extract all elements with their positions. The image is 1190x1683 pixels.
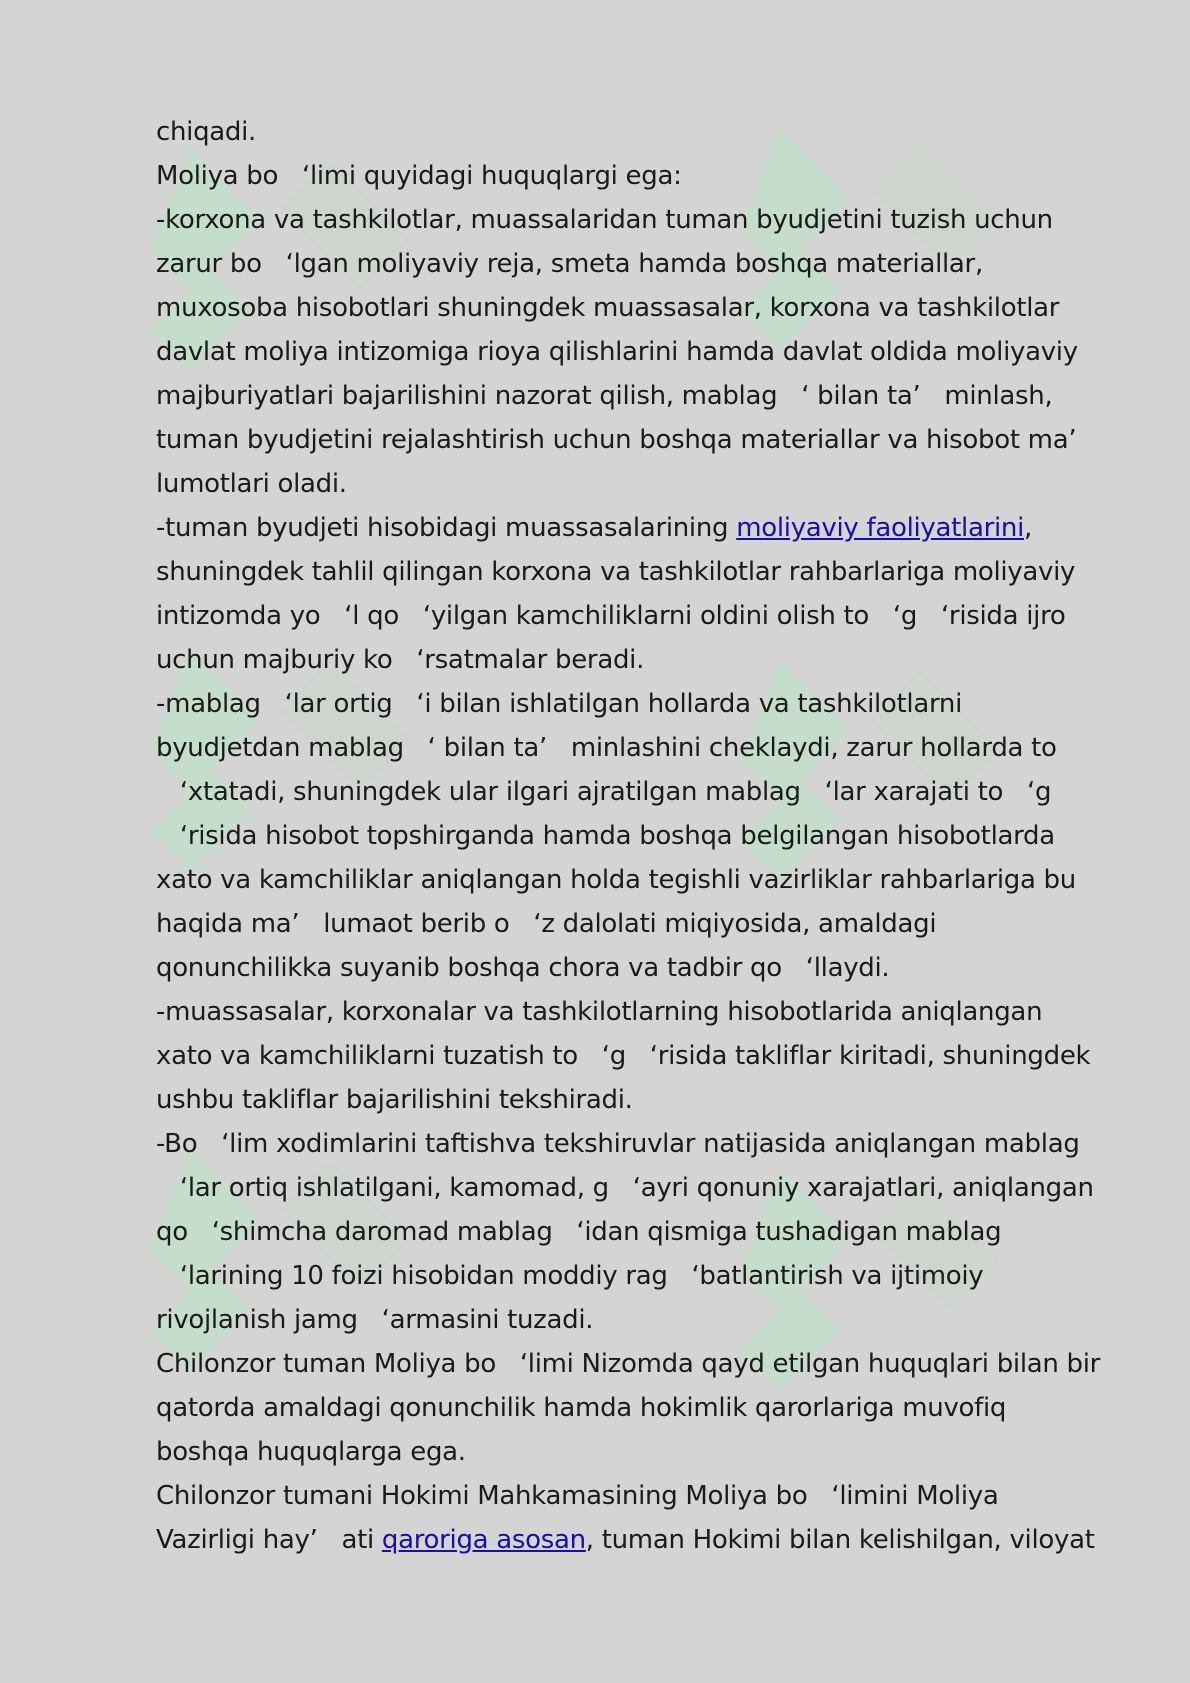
text-line: byudjetdan mablag ‘ bilan ta’ minlashini cheklaydi, zarur hollarda to [156,733,1057,763]
text-line: tuman byudjetini rejalashtirish uchun boshqa materiallar va hisobot ma’ [156,425,1077,455]
text-line: ‘risida hisobot topshirganda hamda boshqa belgilangan hisobotlarda [156,821,1055,851]
text-line: zarur bo ‘lgan moliyaviy reja, smeta hamda boshqa materiallar, [156,249,983,279]
text-line: ushbu takliflar bajarilishini tekshiradi. [156,1085,633,1115]
text-line: shuningdek tahlil qilingan korxona va tashkilotlar rahbarlariga moliyaviy [156,557,1076,587]
text-segment: , tuman Hokimi bilan kelishilgan, viloyat [585,1525,1095,1555]
text-line: ‘lar ortiq ishlatilgani, kamomad, g ‘ayri qonuniy xarajatlari, aniqlangan [156,1173,1094,1203]
document-body [156,110,1106,1562]
text-line: qatorda amaldagi qonunchilik hamda hokimlik qarorlariga muvofiq [156,1393,1007,1423]
link-qaroriga-asosan[interactable]: qaroriga asosan [381,1525,586,1555]
text-line: intizomda yo ‘l qo ‘yilgan kamchiliklarni oldini olish to ‘g ‘risida ijro [156,601,1066,631]
text-line: xato va kamchiliklar aniqlangan holda tegishli vazirliklar rahbarlariga bu [156,865,1076,895]
text-line: haqida ma’ lumaot berib o ‘z dalolati miqiyosida, amaldagi [156,909,937,939]
text-line: qo ‘shimcha daromad mablag ‘idan qismiga tushadigan mablag [156,1217,1002,1247]
text-segment: Vazirligi hay’ ati [156,1525,382,1555]
text-line: uchun majburiy ko ‘rsatmalar beradi. [156,645,645,675]
text-line: boshqa huquqlarga ega. [156,1437,466,1467]
text-line: -Bo ‘lim xodimlarini taftishva tekshiruvlar natijasida aniqlangan mablag [156,1129,1080,1159]
link-moliyaviy-faoliyatlarini[interactable]: moliyaviy faoliyatlarini [736,513,1025,543]
text-segment: -tuman byudjeti hisobidagi muassasalarining [156,513,737,543]
text-line: xato va kamchiliklarni tuzatish to ‘g ‘risida takliflar kiritadi, shuningdek [156,1041,1091,1071]
text-line: -mablag ‘lar ortig ‘i bilan ishlatilgan hollarda va tashkilotlarni [156,689,963,719]
text-line: davlat moliya intizomiga rioya qilishlarini hamda davlat oldida moliyaviy [156,337,1078,367]
text-line: Chilonzor tuman Moliya bo ‘limi Nizomda qayd etilgan huquqlari bilan bir [156,1349,1101,1379]
text-segment: , [1024,513,1032,543]
text-line: ‘larining 10 foizi hisobidan moddiy rag ‘batlantirish va ijtimoiy [156,1261,984,1291]
text-line: chiqadi. [156,117,257,147]
text-line: rivojlanish jamg ‘armasini tuzadi. [156,1305,594,1335]
text-line: ‘xtatadi, shuningdek ular ilgari ajratilgan mablag ‘lar xarajati to ‘g [156,777,1052,807]
text-line: lumotlari oladi. [156,469,347,499]
text-line: majburiyatlari bajarilishini nazorat qilish, mablag ‘ bilan ta’ minlash, [156,381,1053,411]
text-line: -korxona va tashkilotlar, muassalaridan tuman byudjetini tuzish uchun [156,205,1053,235]
text-line-with-link [156,506,1106,550]
text-line: muxosoba hisobotlari shuningdek muassasalar, korxona va tashkilotlar [156,293,1060,323]
text-line: Moliya bo ‘limi quyidagi huquqlargi ega: [156,161,682,191]
text-line: Chilonzor tumani Hokimi Mahkamasining Moliya bo ‘limini Moliya [156,1481,999,1511]
text-line: -muassasalar, korxonalar va tashkilotlarning hisobotlarida aniqlangan [156,997,1043,1027]
text-line: qonunchilikka suyanib boshqa chora va tadbir qo ‘llaydi. [156,953,890,983]
text-line-with-link [156,1518,1106,1562]
